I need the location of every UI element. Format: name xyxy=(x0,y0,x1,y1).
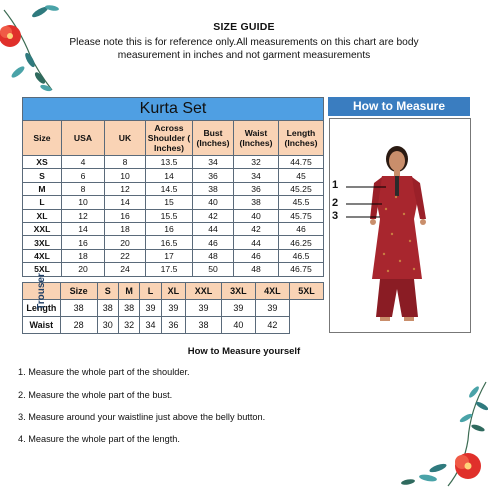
measurement-cell: 10 xyxy=(105,169,146,182)
trouser-cell: 39 xyxy=(161,300,185,317)
kurta-size-row xyxy=(23,222,324,235)
trouser-col-header: 5XL xyxy=(289,283,323,300)
trouser-cell: 38 xyxy=(97,300,118,317)
kurta-size-row xyxy=(23,249,324,262)
kurta-size-row xyxy=(23,156,324,169)
measurement-cell: 16.5 xyxy=(146,236,193,249)
size-cell: 3XL xyxy=(23,236,62,249)
size-cell: XL xyxy=(23,209,62,222)
trouser-row-label: Length xyxy=(23,300,61,317)
measurement-cell: 15.5 xyxy=(146,209,193,222)
col-header: Waist (Inches) xyxy=(234,121,279,156)
size-cell: S xyxy=(23,169,62,182)
measurement-cell: 10 xyxy=(62,196,105,209)
trouser-row xyxy=(23,317,324,334)
trouser-cell: 38 xyxy=(186,317,222,334)
kurta-table-title: Kurta Set xyxy=(23,98,324,121)
measurement-cell: 38 xyxy=(193,182,234,195)
size-cell: L xyxy=(23,196,62,209)
size-cell: XXL xyxy=(23,222,62,235)
kurta-size-row xyxy=(23,182,324,195)
trouser-col-header: 3XL xyxy=(221,283,255,300)
trouser-col-header: M xyxy=(118,283,139,300)
measurement-cell: 36 xyxy=(234,182,279,195)
measurement-cell: 32 xyxy=(234,156,279,169)
trouser-cell: 38 xyxy=(60,300,97,317)
trouser-col-header: L xyxy=(140,283,161,300)
trouser-size-table xyxy=(22,272,324,334)
measurement-cell: 16 xyxy=(62,236,105,249)
measurement-cell: 42 xyxy=(193,209,234,222)
trouser-row xyxy=(23,300,324,317)
measurement-cell: 40 xyxy=(193,196,234,209)
measurement-cell: 18 xyxy=(105,222,146,235)
col-header: Length (Inches) xyxy=(279,121,324,156)
measurement-cell: 15 xyxy=(146,196,193,209)
kurta-size-row xyxy=(23,196,324,209)
col-header: Across Shoulder ( Inches) xyxy=(146,121,193,156)
measurement-cell: 14 xyxy=(146,169,193,182)
measurement-cell: 14.5 xyxy=(146,182,193,195)
trouser-cell: 28 xyxy=(60,317,97,334)
measurement-cell: 22 xyxy=(105,249,146,262)
trouser-cell: 42 xyxy=(255,317,289,334)
trouser-col-header: XL xyxy=(161,283,185,300)
model-illustration-panel xyxy=(329,118,471,333)
kurta-size-row xyxy=(23,263,324,276)
instructions-title: How to Measure yourself xyxy=(187,346,301,357)
measurement-cell: 34 xyxy=(234,169,279,182)
measurement-cell: 50 xyxy=(193,263,234,276)
instruction-step: 1. Measure the whole part of the shoulder. xyxy=(18,367,190,377)
model-figure xyxy=(330,119,470,332)
trouser-cell: 40 xyxy=(221,317,255,334)
measurement-cell: 48 xyxy=(193,249,234,262)
measurement-cell: 44 xyxy=(193,222,234,235)
trouser-cell: 39 xyxy=(255,300,289,317)
measurement-cell: 34 xyxy=(193,156,234,169)
how-to-measure-banner: How to Measure xyxy=(328,97,470,116)
reference-note: Please note this is for reference only.All measurements on this chart are body measurement in inches and not garment measurements xyxy=(69,37,419,61)
measurement-cell: 44.75 xyxy=(279,156,324,169)
measurement-cell: 46 xyxy=(234,249,279,262)
measurement-cell: 14 xyxy=(62,222,105,235)
measurement-cell: 20 xyxy=(105,236,146,249)
measurement-cell: 24 xyxy=(105,263,146,276)
marker-shoulder: 1 xyxy=(332,179,339,191)
measurement-cell: 17.5 xyxy=(146,263,193,276)
measurement-cell: 45.75 xyxy=(279,209,324,222)
size-cell: XS xyxy=(23,156,62,169)
col-header: Bust (Inches) xyxy=(193,121,234,156)
kurta-size-row xyxy=(23,236,324,249)
measurement-cell: 46 xyxy=(193,236,234,249)
trouser-col-header: XXL xyxy=(186,283,222,300)
trouser-label: Trouser xyxy=(23,283,61,300)
trouser-col-header: S xyxy=(97,283,118,300)
measurement-cell: 13.5 xyxy=(146,156,193,169)
trouser-col-header: Size xyxy=(60,283,97,300)
trouser-row-label: Waist xyxy=(23,317,61,334)
measurement-cell: 20 xyxy=(62,263,105,276)
measurement-cell: 46.5 xyxy=(279,249,324,262)
instruction-step: 3. Measure around your waistline just above the belly button. xyxy=(18,412,266,422)
instruction-step: 2. Measure the whole part of the bust. xyxy=(18,390,173,400)
measurement-cell: 45 xyxy=(279,169,324,182)
trouser-cell: 39 xyxy=(186,300,222,317)
page-title: SIZE GUIDE xyxy=(213,21,275,33)
measurement-cell: 8 xyxy=(62,182,105,195)
measurement-cell: 46.75 xyxy=(279,263,324,276)
marker-waist: 3 xyxy=(332,210,339,222)
col-header: USA xyxy=(62,121,105,156)
trouser-cell: 36 xyxy=(161,317,185,334)
measurement-cell: 40 xyxy=(234,209,279,222)
size-cell: 5XL xyxy=(23,263,62,276)
trouser-cell: 32 xyxy=(118,317,139,334)
size-cell: M xyxy=(23,182,62,195)
measurement-cell: 12 xyxy=(62,209,105,222)
measurement-cell: 45.25 xyxy=(279,182,324,195)
size-cell: 4XL xyxy=(23,249,62,262)
trouser-col-header: 4XL xyxy=(255,283,289,300)
trouser-cell: 30 xyxy=(97,317,118,334)
trouser-header-row xyxy=(23,283,324,300)
measurement-cell: 17 xyxy=(146,249,193,262)
measurement-cell: 18 xyxy=(62,249,105,262)
trouser-cell: 39 xyxy=(140,300,161,317)
measurement-cell: 44 xyxy=(234,236,279,249)
kurta-header-row xyxy=(23,121,324,156)
measurement-cell: 46 xyxy=(279,222,324,235)
measurement-cell: 16 xyxy=(105,209,146,222)
measurement-cell: 38 xyxy=(234,196,279,209)
measurement-cell: 8 xyxy=(105,156,146,169)
floral-decoration-bottom-right xyxy=(398,380,488,488)
measurement-cell: 16 xyxy=(146,222,193,235)
measurement-cell: 14 xyxy=(105,196,146,209)
marker-bust: 2 xyxy=(332,197,339,209)
measurement-cell: 42 xyxy=(234,222,279,235)
col-header: Size xyxy=(23,121,62,156)
measurement-cell: 12 xyxy=(105,182,146,195)
kurta-size-table xyxy=(22,97,324,277)
trouser-cell: 39 xyxy=(221,300,255,317)
measurement-cell: 48 xyxy=(234,263,279,276)
kurta-size-row xyxy=(23,169,324,182)
measurement-cell: 6 xyxy=(62,169,105,182)
col-header: UK xyxy=(105,121,146,156)
measurement-cell: 45.5 xyxy=(279,196,324,209)
measurement-cell: 4 xyxy=(62,156,105,169)
trouser-cell: 38 xyxy=(118,300,139,317)
instruction-step: 4. Measure the whole part of the length. xyxy=(18,434,180,444)
measurement-cell: 36 xyxy=(193,169,234,182)
kurta-size-row xyxy=(23,209,324,222)
trouser-cell: 34 xyxy=(140,317,161,334)
measurement-cell: 46.25 xyxy=(279,236,324,249)
